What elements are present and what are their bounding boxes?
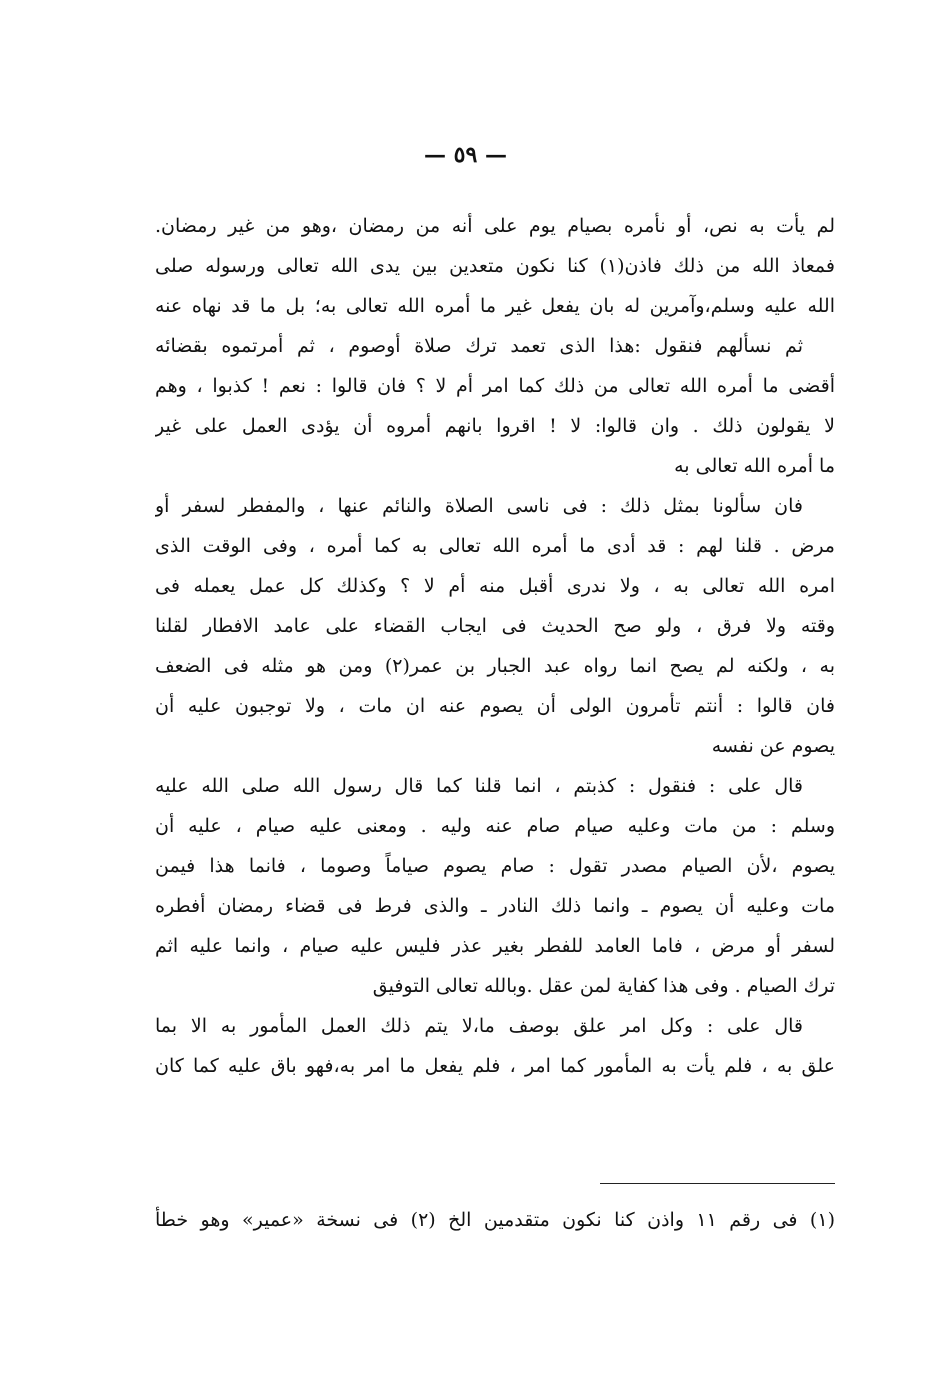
text-line: ثم نسألهم فنقول :هذا الذى تعمد ترك صلاة أوصوم ، ثم أمرتموه بقضائه: [155, 335, 803, 357]
page-number: — ٥٩ —: [424, 142, 507, 168]
text-line: فمعاذ الله من ذلك فاذن(١) كنا نكون متعدين بين يدى الله تعالى ورسوله صلى: [155, 255, 835, 277]
text-line: لا يقولون ذلك . وان قالوا: لا ! اقروا بانهم أمروه أن يؤدى العمل على غير: [155, 415, 835, 437]
text-line: أقضى ما أمره الله تعالى من ذلك كما امر أم لا ؟ فان قالوا : نعم ! كذبوا ، وهم: [155, 375, 835, 397]
text-line: وسلم : من مات وعليه صيام صام عنه وليه . ومعنى عليه صيام ، عليه أن: [155, 815, 835, 837]
text-line: مات وعليه أن يصوم ـ وانما ذلك النادر ـ والذى فرط فى قضاء رمضان أفطره: [155, 895, 835, 917]
text-line: به ، ولكنه لم يصح انما رواه عبد الجبار بن عمر(٢) ومن هو مثله فى الضعف: [155, 655, 835, 677]
text-line: امره الله تعالى به ، ولا ندرى أقبل منه أم لا ؟ وكذلك كل عمل يعمله فى: [155, 575, 835, 597]
text-line: قال على : وكل امر علق بوصف ما،لا يتم ذلك العمل المأمور به الا بما: [155, 1015, 803, 1037]
footnote: (١) فى رقم ١١ واذن كنا نكون متقدمين الخ (٢) فى نسخة «عمير» وهو خطأ: [155, 1209, 835, 1231]
text-line: لم يأت به نص، أو نأمره بصيام يوم على أنه من رمضان ،وهو من غير رمضان.: [155, 215, 835, 237]
text-line: مرض . قلنا لهم : قد أدى ما أمره الله تعالى به كما أمره ، وفى الوقت الذى: [155, 535, 835, 557]
text-line: فان سألونا بمثل ذلك : فى ناسى الصلاة والنائم عنها ، والمفطر لسفر أو: [155, 495, 803, 517]
text-line: لسفر أو مرض ، فاما العامد للفطر بغير عذر فليس عليه صيام ، وانما عليه اثم: [155, 935, 835, 957]
body-text: [155, 206, 835, 1086]
text-line: وقته ولا فرق ، ولو صح الحديث فى ايجاب القضاء على عامد الافطار لقلنا: [155, 615, 835, 637]
text-line: يصوم ،لأن الصيام مصدر تقول : صام يصوم صياماً وصوما ، فانما هذا فيمن: [155, 855, 835, 877]
text-line: يصوم عن نفسه: [711, 735, 835, 757]
text-line: فان قالوا : أنتم تأمرون الولى أن يصوم عنه ان مات ، ولا توجبون عليه أن: [155, 695, 835, 717]
text-line: الله عليه وسلم،وآمرين له بان يفعل غير ما أمره الله تعالى به؛ بل ما قد نهاه عنه: [155, 295, 835, 317]
footnote-divider: [600, 1183, 835, 1184]
text-line: ما أمره الله تعالى به: [674, 455, 835, 477]
text-line: علق به ، فلم يأت به المأمور كما امر ، فلم يفعل ما امر به،فهو باق عليه كما كان: [155, 1055, 835, 1077]
text-line: قال على : فنقول : كذبتم ، انما قلنا كما قال رسول الله صلى الله عليه: [155, 775, 803, 797]
text-line: ترك الصيام . وفى هذا كفاية لمن عقل .وبالله تعالى التوفيق: [372, 975, 835, 997]
